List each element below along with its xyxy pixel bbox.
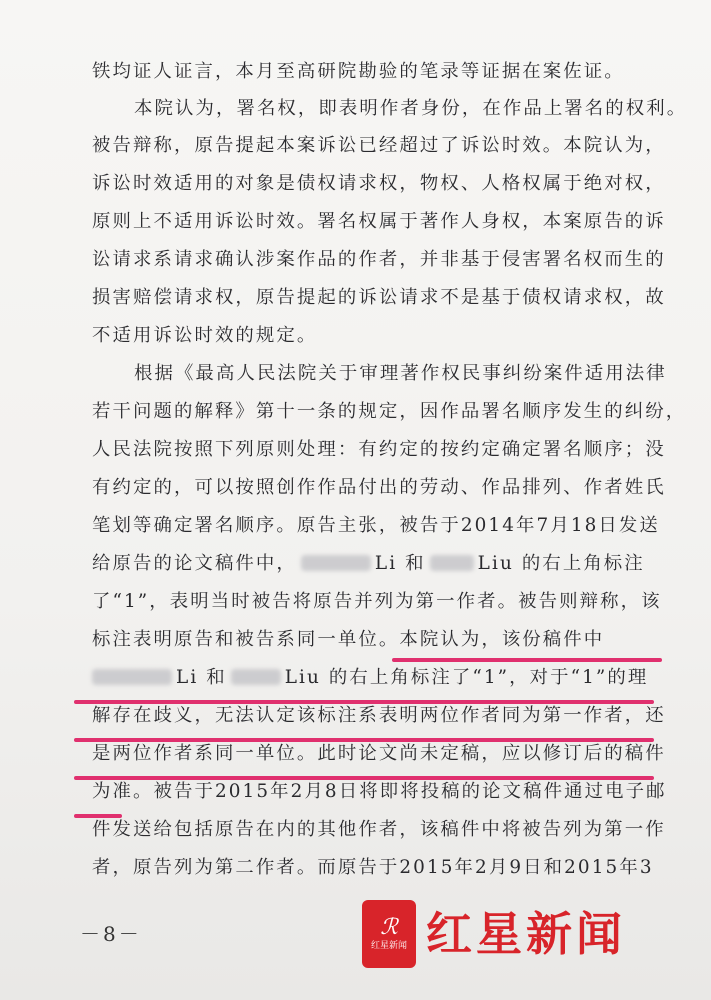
text-segment: Li 和 [374,553,426,574]
page-number: －8－ [80,922,142,946]
highlight-underline [74,738,654,742]
redacted-name [92,669,172,685]
text-line: 若干问题的解释》第十一条的规定，因作品署名顺序发生的纠纷， [92,401,687,422]
text-line: 根据《最高人民法院关于审理著作权民事纠纷案件适用法律 [134,363,667,384]
highlight-underline [74,776,654,780]
text-line: 损害赔偿请求权，原告提起的诉讼请求不是基于债权请求权，故 [92,287,666,308]
text-line: 了“1”，表明当时被告将原告并列为第一作者。被告则辩称，该 [92,591,662,612]
text-line: 解存在歧义，无法认定该标注系表明两位作者同为第一作者，还 [92,705,666,726]
text-line: 件发送给包括原告在内的其他作者，该稿件中将被告列为第一作 [92,819,666,840]
text-line: 讼请求系请求确认涉案作品的作者，并非基于侵害署名权而生的 [92,249,666,270]
text-segment: 给原告的论文稿件中， [92,553,297,574]
text-line: 有约定的，可以按照创作作品付出的劳动、作品排列、作者姓氏 [92,477,666,498]
text-line: 为准。被告于2015年2月8日将即将投稿的论文稿件通过电子邮 [92,781,667,802]
text-line [92,666,672,692]
redacted-name [430,555,474,571]
watermark-text: 红星新闻 [426,907,626,961]
watermark-logo [362,900,416,968]
signature-mark: ℛ [380,915,398,940]
text-line: 是两位作者系同一单位。此时论文尚未定稿，应以修订后的稿件 [92,743,666,764]
text-line: 者，原告列为第二作者。而原告于2015年2月9日和2015年3 [92,857,654,878]
text-segment: Liu 的右上角标注 [477,553,645,574]
text-line: 铁均证人证言，本月至高研院勘验的笔录等证据在案佐证。 [92,61,625,82]
text-line: 原则上不适用诉讼时效。署名权属于著作人身权，本案原告的诉 [92,211,666,232]
text-segment: Li 和 [176,667,227,688]
text-line: 笔划等确定署名顺序。原告主张，被告于2014年7月18日发送 [92,515,660,536]
watermark [362,900,682,980]
text-line: 标注表明原告和被告系同一单位。本院认为，该份稿件中 [92,629,605,650]
redacted-name [231,669,281,685]
text-segment: Liu 的右上角标注了“1”，对于“1”的理 [284,667,649,688]
watermark-logo-label: 红星新闻 [370,941,407,951]
highlight-underline [392,658,662,662]
highlight-underline [74,814,122,818]
text-line [92,552,672,578]
text-line: 诉讼时效适用的对象是债权请求权，物权、人格权属于绝对权， [92,173,666,194]
redacted-name [301,555,371,571]
text-line: 不适用诉讼时效的规定。 [92,325,318,346]
text-line: 人民法院按照下列原则处理：有约定的按约定确定署名顺序；没 [92,439,666,460]
text-line: 本院认为，署名权，即表明作者身份，在作品上署名的权利。 [134,98,688,119]
text-line: 被告辩称，原告提起本案诉讼已经超过了诉讼时效。本院认为， [92,135,666,156]
highlight-underline [74,700,654,704]
